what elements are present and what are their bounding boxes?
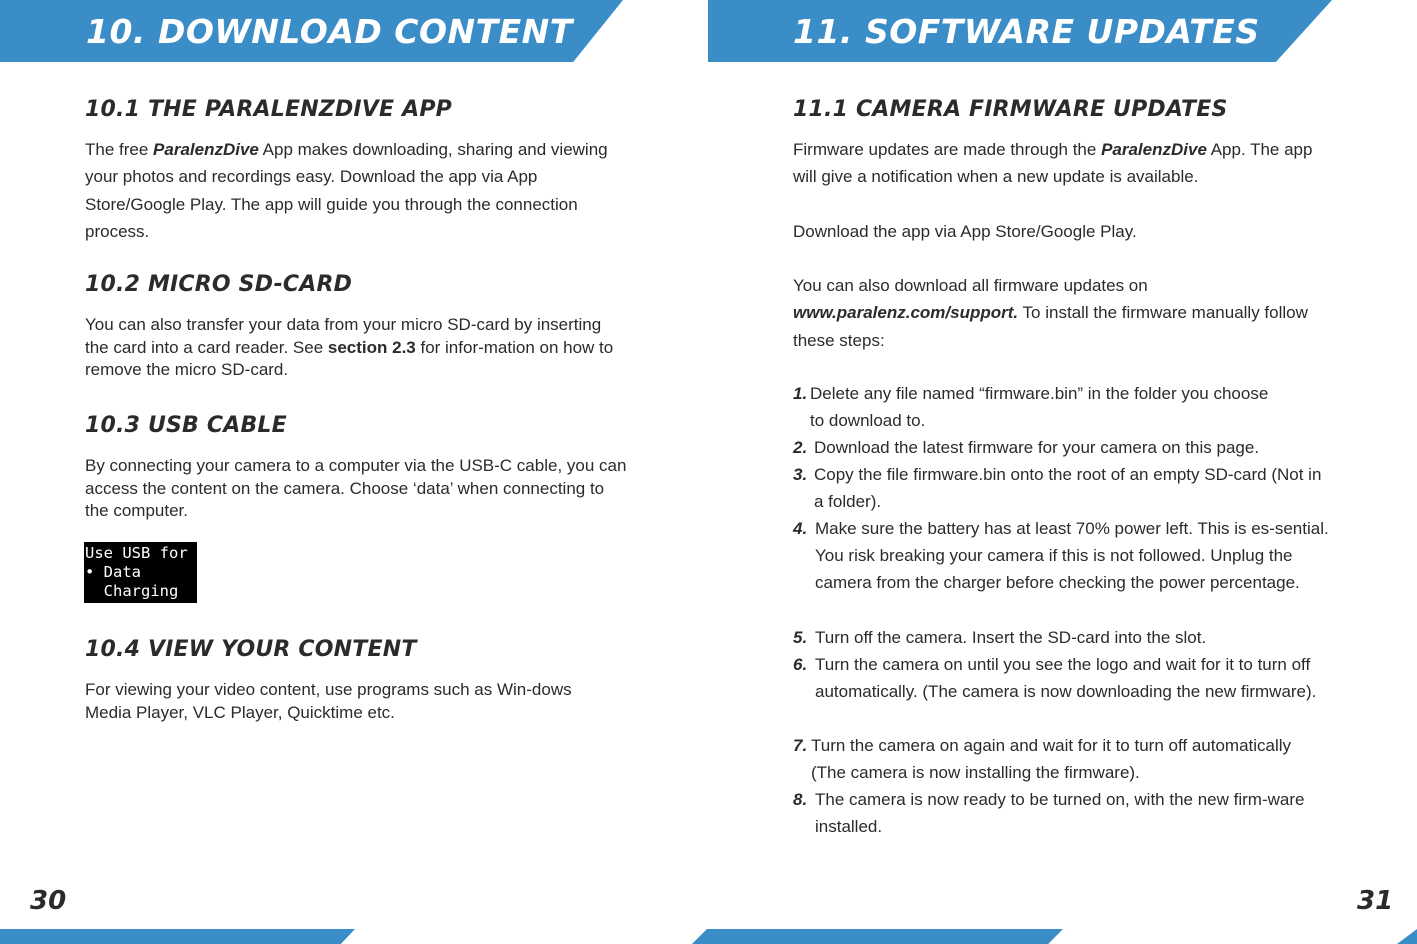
page-number-left: 30	[30, 886, 67, 916]
brand-name: ParalenzDive	[1101, 140, 1207, 159]
step-text: Copy the file firmware.bin onto the root of an empty SD-card (Not in a folder).	[814, 465, 1322, 512]
usb-screen-option-data: • Data	[85, 563, 141, 581]
heading-paralenzdive-app: 10.1 THE PARALENZDIVE APP	[85, 97, 452, 122]
step-number: 8.	[793, 790, 808, 809]
step-number: 3.	[793, 465, 808, 484]
paragraph-firmware-intro: Firmware updates are made through the ParalenzDive App. The app will give a notification when a new update is available.	[793, 140, 1313, 187]
step-text: Turn the camera on until you see the logo and wait for it to turn off automatically. (The camera is now downloading the new firmware).	[815, 655, 1317, 702]
step-text: Turn the camera on again and wait for it to turn off automatically (The camera is now installing the firmware).	[811, 736, 1292, 783]
step-number: 5.	[793, 628, 808, 647]
paragraph-paralenzdive-app: The free ParalenzDive App makes downloading, sharing and viewing your photos and recordings easy. Download the app via App Store/Google Play. The app will guide you through the connection process.	[85, 140, 608, 241]
heading-usb-cable: 10.3 USB CABLE	[85, 413, 287, 438]
heading-view-your-content: 10.4 VIEW YOUR CONTENT	[85, 637, 417, 662]
step-8	[793, 786, 1333, 840]
brand-name: ParalenzDive	[153, 140, 259, 159]
heading-camera-firmware-updates: 11.1 CAMERA FIRMWARE UPDATES	[793, 97, 1228, 122]
step-5	[793, 624, 1333, 651]
step-text: The camera is now ready to be turned on, with the new firm-ware installed.	[815, 790, 1305, 837]
paragraph-view-your-content: For viewing your video content, use programs such as Win-dows Media Player, VLC Player, Quicktime etc.	[85, 680, 572, 722]
section-reference: section 2.3	[327, 337, 416, 357]
heading-micro-sd-card: 10.2 MICRO SD-CARD	[85, 272, 353, 297]
step-text: Delete any file named “firmware.bin” in the folder you choose to download to.	[810, 384, 1269, 431]
usb-screen-option-charging: Charging	[85, 582, 179, 600]
step-1	[793, 380, 1333, 434]
paragraph-download-app: Download the app via App Store/Google Play.	[793, 222, 1137, 241]
camera-usb-screen	[84, 542, 197, 603]
section-title-download-content: 10. DOWNLOAD CONTENT	[86, 12, 573, 51]
step-text: Turn off the camera. Insert the SD-card into the slot.	[815, 628, 1207, 647]
step-6	[793, 651, 1333, 705]
step-text: Download the latest firmware for your camera on this page.	[814, 438, 1260, 457]
footer-bar-center	[692, 929, 1063, 944]
step-3	[793, 461, 1333, 515]
step-4	[793, 515, 1333, 597]
section-title-software-updates: 11. SOFTWARE UPDATES	[793, 12, 1260, 51]
paragraph-micro-sd-card: You can also transfer your data from your micro SD-card by inserting the card into a card reader. See section 2.3 for infor-mation on how to remove the micro SD-card.	[85, 315, 614, 379]
step-text: Make sure the battery has at least 70% power left. This is es-sential. You risk breaking your camera if this is not followed. Unplug the camera from the charger before checking the power percentage.	[815, 519, 1329, 593]
usb-screen-line-title: Use USB for	[85, 544, 188, 562]
paragraph-usb-cable: By connecting your camera to a computer via the USB-C cable, you can access the content on the camera. Choose ‘data’ when connecting to the computer.	[85, 456, 627, 520]
step-number: 4.	[793, 519, 808, 538]
footer-corner-right	[1397, 929, 1417, 944]
paragraph-manual-install: You can also download all firmware updates on www.paralenz.com/support. To install the firmware manually follow these steps:	[793, 276, 1308, 350]
step-7	[793, 732, 1333, 786]
footer-bar-left	[0, 929, 355, 944]
support-url: www.paralenz.com/support.	[793, 303, 1019, 323]
step-number: 1.	[793, 384, 808, 403]
step-number: 7.	[793, 736, 808, 755]
step-2	[793, 434, 1333, 461]
step-number: 6.	[793, 655, 808, 674]
step-number: 2.	[793, 438, 808, 457]
page-number-right: 31	[1357, 886, 1394, 916]
